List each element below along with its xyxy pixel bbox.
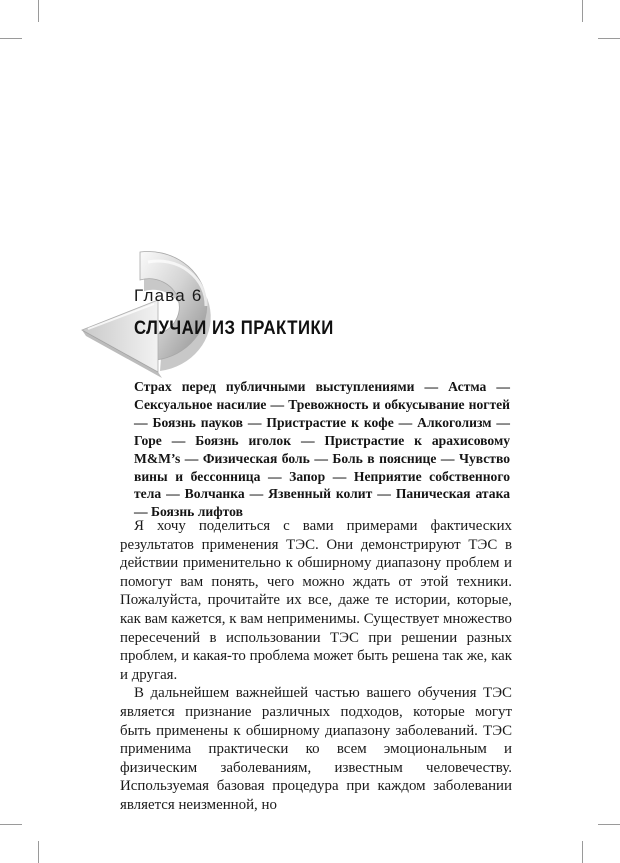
paragraph: В дальнейшем важнейшей частью вашего обучения ТЭС является признание различных подходов, которые могут быть применены к обширному диапазону заболеваний. ТЭС применима практически ко всем эмоциональным и физическим заболеваниям, известным человечеству. Используемая базовая процедура при каждом заболевании является неизменной, но <box>120 685 512 813</box>
crop-mark-top-left <box>38 0 39 22</box>
crop-mark-left-top <box>0 38 22 39</box>
chapter-title: СЛУЧАИ ИЗ ПРАКТИКИ <box>134 318 334 339</box>
paragraph: Я хочу поделиться с вами примерами фактических результатов применения ТЭС. Они демонстрируют ТЭС в действии применительно к обширному диапазону проблем и помогут вам понять, чего можно ждать от этой техники. Пожалуйста, прочитайте их все, даже те истории, которые, как вам кажется, к вам неприменимы. Существует множество пересечений в использовании ТЭС при решении разных проблем, и какая-то проблема может быть решена так же, как и другая. <box>120 518 512 683</box>
chapter-arrow-icon <box>78 232 228 382</box>
crop-mark-left-bottom <box>0 824 22 825</box>
crop-mark-right-bottom <box>598 824 620 825</box>
crop-mark-right-top <box>598 38 620 39</box>
body-text <box>120 517 512 815</box>
crop-mark-bottom-left <box>38 841 39 863</box>
crop-mark-top-right <box>582 0 583 22</box>
crop-mark-bottom-right <box>582 841 583 863</box>
chapter-label: Глава 6 <box>134 286 203 305</box>
chapter-topics: Страх перед публичными выступлениями — Астма — Сексуальное насилие — Тревожность и обкусывание ногтей — Боязнь пауков — Пристрастие к кофе — Алкоголизм — Горе — Боязнь иголок — Пристрастие к арахисовому M&M’s — Физическая боль — Боль в пояснице — Чувство вины и бессонница — Запор — Неприятие собственного тела — Волчанка — Язвенный колит — Паническая атака — Боязнь лифтов <box>134 379 510 520</box>
